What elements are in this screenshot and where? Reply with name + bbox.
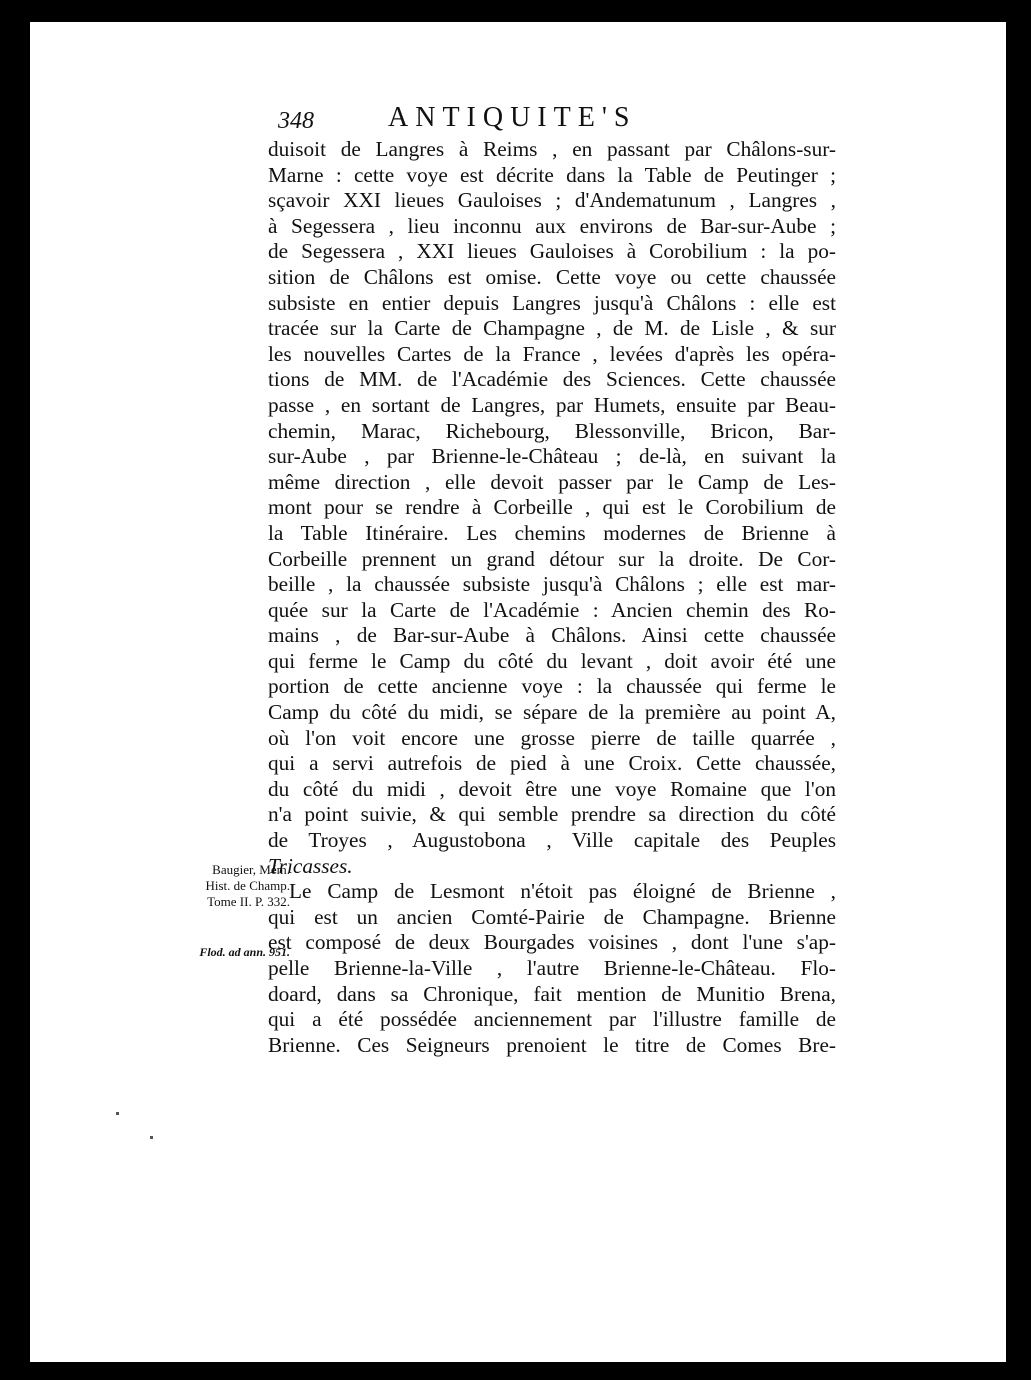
margin-note-line: Hist. de Champ. [205,878,290,893]
text-line: duisoit de Langres à Reims , en passant par Châlons-sur- [268,137,836,161]
text-line: Camp du côté du midi, se sépare de la première au point A, [268,700,836,725]
text-line: de Segessera , XXI lieues Gauloises à Corobilium : la po- [268,239,836,264]
text-line: pelle Brienne-la-Ville , l'autre Brienne-le-Château. Flo- [268,956,836,980]
text-line: sçavoir XXI lieues Gauloises ; d'Andematunum , Langres , [268,188,836,213]
text-line: qui a servi autrefois de pied à une Croix. Cette chaussée, [268,751,836,776]
text-line: les nouvelles Cartes de la France , levées d'après les opéra- [268,341,836,366]
speck [116,1112,119,1115]
text-line: à Segessera , lieu inconnu aux environs de Bar-sur-Aube ; [268,213,836,238]
text-line: Le Camp de Lesmont n'étoit pas éloigné de Brienne , [289,879,836,904]
page-number: 348 [278,108,314,134]
text-line: Brienne. Ces Seigneurs prenoient le titre de Comes Bre- [268,1032,836,1057]
text-line: où l'on voit encore une grosse pierre de taille quarrée , [268,725,836,750]
text-line: de Troyes , Augustobona , Ville capitale des Peuples [268,828,836,853]
text-line: est composé de deux Bourgades voisines , dont l'une s'ap- [268,930,836,955]
text-line: la Table Itinéraire. Les chemins modernes de Brienne à [268,520,836,545]
running-title: ANTIQUITE'S [388,102,637,133]
text-line: mains , de Bar-sur-Aube à Châlons. Ainsi cette chaussée [268,623,836,648]
text-line: qui ferme le Camp du côté du levant , doit avoir été une [268,648,836,673]
text-line: mont pour se rendre à Corbeille , qui est le Corobilium de [268,495,836,520]
text-line: beille , la chaussée subsiste jusqu'à Châlons ; elle est mar- [268,572,836,597]
text-line: subsiste en entier depuis Langres jusqu'à Châlons : elle est [268,290,836,315]
margin-note-line: Baugier, Mém. [212,862,290,877]
text-line: Tricasses. [268,853,353,878]
text-line: passe , en sortant de Langres, par Humets, ensuite par Beau- [268,392,836,417]
text-line: Marne : cette voye est décrite dans la Table de Peutinger ; [268,162,836,187]
text-line: sition de Châlons est omise. Cette voye ou cette chaussée [268,264,836,289]
text-line: chemin, Marac, Richebourg, Blessonville, Bricon, Bar- [268,418,836,443]
text-line: tions de MM. de l'Académie des Sciences. Cette chaussée [268,367,836,392]
text-line: quée sur la Carte de l'Académie : Ancien chemin des Ro- [268,597,836,622]
text-line: sur-Aube , par Brienne-le-Château ; de-là, en suivant la [268,444,836,469]
speck [150,1136,153,1139]
margin-note-line: Tome II. P. 332. [207,894,290,909]
text-line: même direction , elle devoit passer par le Camp de Les- [268,469,836,494]
text-line: Corbeille prennent un grand détour sur la droite. De Cor- [268,546,836,571]
margin-note-flodoard: Flod. ad ann. 951. [199,945,290,959]
body-text [268,137,836,1058]
text-line: doard, dans sa Chronique, fait mention de Munitio Brena, [268,981,836,1006]
text-line: n'a point suivie, & qui semble prendre sa direction du côté [268,802,836,827]
text-line: tracée sur la Carte de Champagne , de M. de Lisle , & sur [268,316,836,341]
page-header [278,102,888,136]
text-line: qui a été possédée anciennement par l'illustre famille de [268,1007,836,1032]
text-line: portion de cette ancienne voye : la chaussée qui ferme le [268,674,836,699]
text-line: du côté du midi , devoit être une voye Romaine que l'on [268,776,836,801]
text-line: qui est un ancien Comté-Pairie de Champagne. Brienne [268,904,836,929]
margin-note-baugier [130,862,290,910]
